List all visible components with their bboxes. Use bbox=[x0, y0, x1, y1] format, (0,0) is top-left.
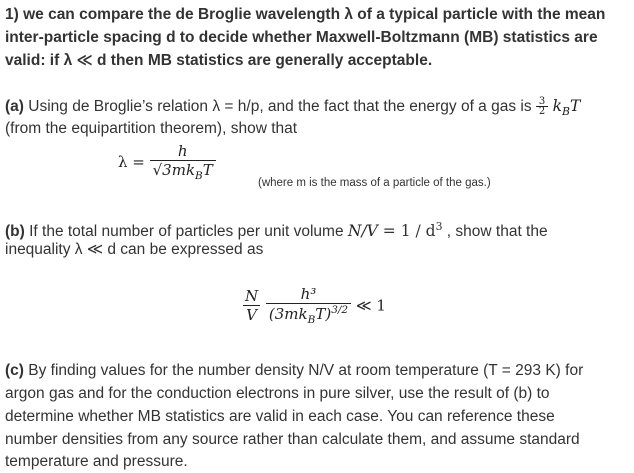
h-cubed-fraction: $\frac{\text{h³}}{(3mk_BT)^{3/2}}$ bbox=[266, 285, 351, 326]
part-a-line-2: (from the equipartition theorem), show that bbox=[5, 120, 298, 137]
part-c-line-3: determine whether MB statistics are valid in each case. You can reference these bbox=[5, 408, 555, 425]
energy-fraction: $\frac{3}{2}$ bbox=[536, 97, 548, 116]
part-c-line-5: temperature and pressure. bbox=[5, 453, 188, 470]
part-a-label: (a) bbox=[5, 98, 24, 115]
part-c-line-2: argon gas and for the conduction electrons in pure silver, use the result of (b) to bbox=[5, 385, 550, 402]
lambda-fraction: $\frac{h}{√3mk_BT}$ bbox=[150, 142, 216, 182]
part-b-line-1: (b) If the total number of particles per unit volume $N/V = 1 / d^3$ , show that the bbox=[5, 220, 548, 241]
n-over-v-fraction: $\frac{N}{V}$ bbox=[245, 287, 259, 324]
part-b-line-2: inequality λ ≪ d can be expressed as bbox=[5, 241, 264, 258]
part-c-line-1: (c) By finding values for the number density N/V at room temperature (T = 293 K) for bbox=[5, 362, 584, 379]
mass-note: (where m is the mass of a particle of the gas.) bbox=[258, 177, 491, 189]
part-c-label: (c) bbox=[5, 362, 24, 379]
part-c-line-4: number densities from any source rather than calculate them, and assume standard bbox=[5, 431, 580, 448]
intro-line-3: valid: if λ ≪ d then MB statistics are generally acceptable. bbox=[5, 52, 433, 69]
equation-lambda: λ = $\frac{h}{√3mk_BT}$ bbox=[118, 142, 216, 182]
intro-line-1: 1) we can compare the de Broglie wavelength λ of a typical particle with the mean bbox=[5, 6, 606, 23]
part-a-line-1: (a) Using de Broglie’s relation λ = h/p, and the fact that the energy of a gas is $\frac{3}{2}$ $k_BT$ bbox=[5, 96, 581, 119]
energy-kbt: $k_BT$ bbox=[552, 97, 581, 119]
equation-mb-condition: $\frac{N}{V}$ $\frac{\text{h³}}{(3mk_BT)^{3/2}}$ ≪ 1 bbox=[242, 285, 386, 326]
part-b-label: (b) bbox=[5, 223, 25, 241]
intro-line-2: inter-particle spacing d to decide whether Maxwell-Boltzmann (MB) statistics are bbox=[5, 29, 598, 46]
